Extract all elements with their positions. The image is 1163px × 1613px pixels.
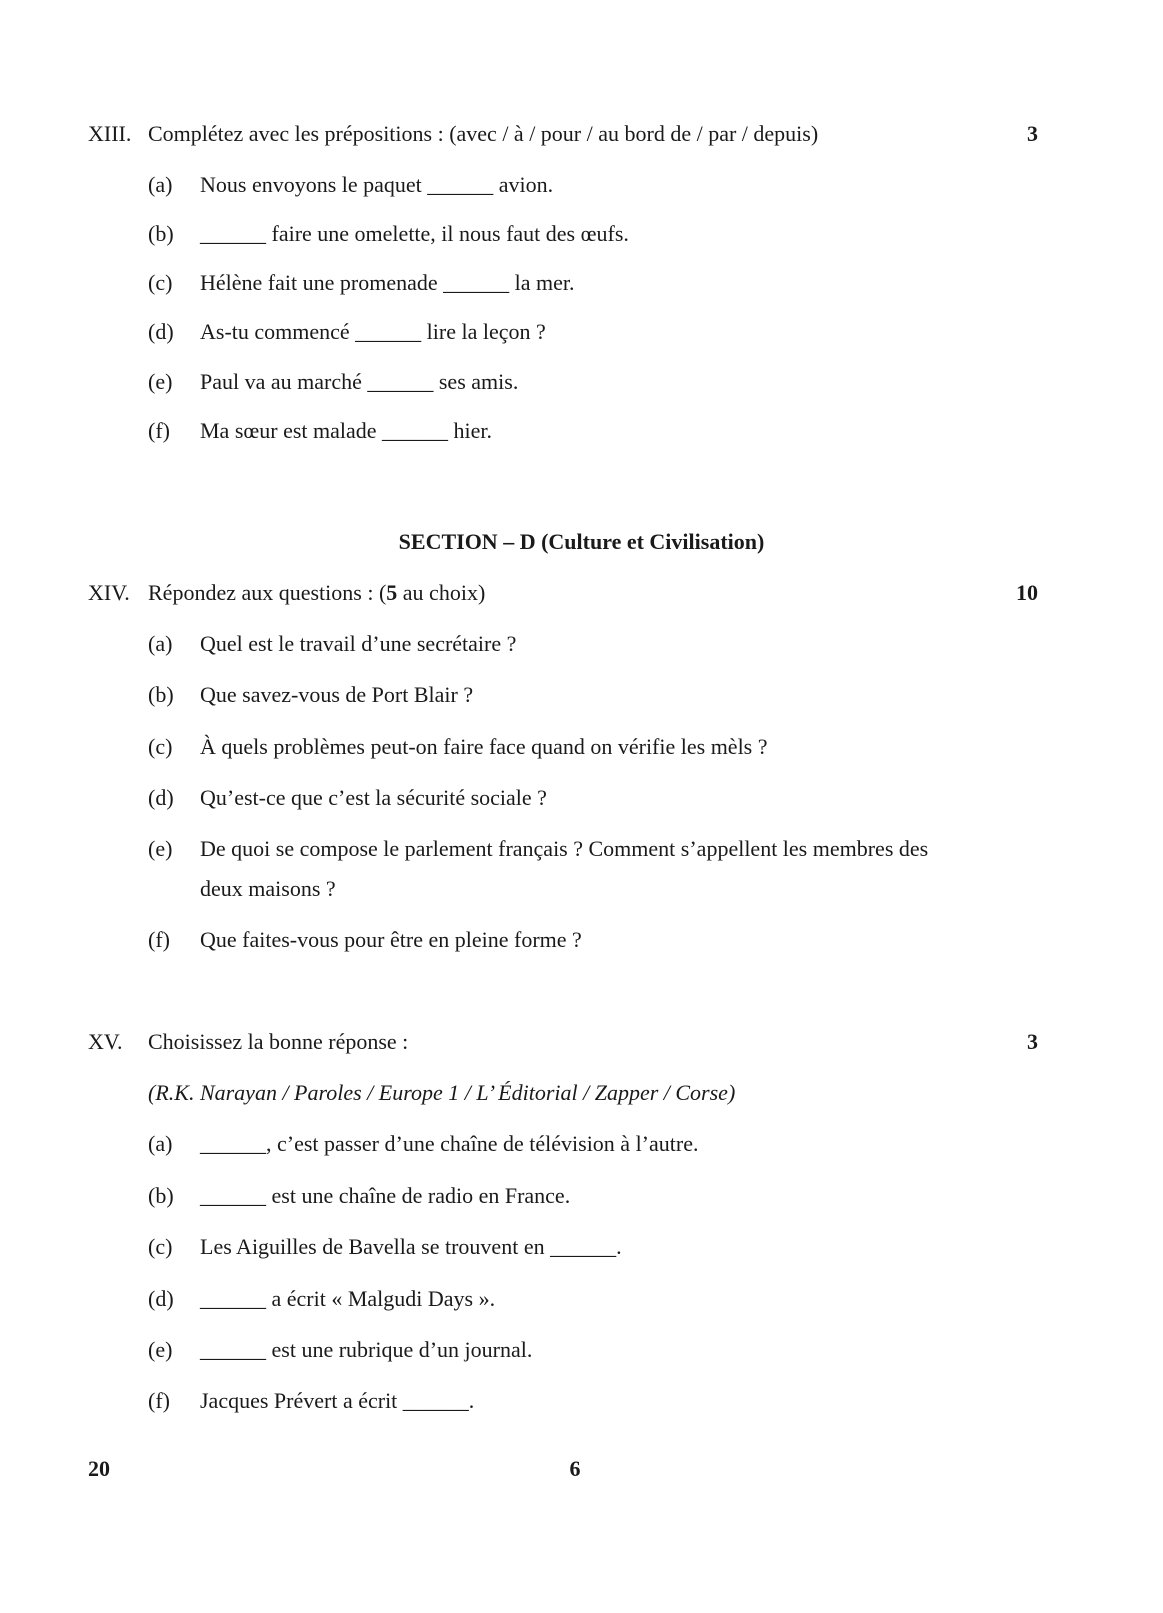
item-label: (d) (148, 1286, 174, 1311)
item-text: À quels problèmes peut-on faire face quand on vérifie les mèls ? (200, 734, 768, 759)
item-label: (a) (148, 172, 173, 197)
item-text: As-tu commencé ______ lire la leçon ? (200, 319, 546, 344)
item-label: (f) (148, 927, 170, 952)
paper-code: 20 (88, 1456, 110, 1481)
item-label: (f) (148, 1388, 170, 1413)
question-marks: 10 (1016, 580, 1038, 605)
item-text: Que faites-vous pour être en pleine forme ? (200, 927, 582, 952)
item-label: (c) (148, 270, 173, 295)
question-instruction: Complétez avec les prépositions : (avec / à / pour / au bord de / par / depuis) (148, 121, 819, 146)
question-number: XIII. (88, 121, 132, 146)
question-number: XIV. (88, 580, 130, 605)
item-text: ______ faire une omelette, il nous faut des œufs. (200, 221, 629, 246)
item-label: (a) (148, 631, 173, 656)
item-text: De quoi se compose le parlement français ? Comment s’appellent les membres des (200, 836, 929, 861)
question-marks: 3 (1027, 1029, 1038, 1054)
item-label: (e) (148, 369, 173, 394)
item-label: (c) (148, 1234, 173, 1259)
item-label: (d) (148, 319, 174, 344)
question-number: XV. (88, 1029, 123, 1054)
item-label: (a) (148, 1131, 173, 1156)
item-text: Hélène fait une promenade ______ la mer. (200, 270, 575, 295)
item-label: (f) (148, 418, 170, 443)
item-label: (d) (148, 785, 174, 810)
item-text: Ma sœur est malade ______ hier. (200, 418, 493, 443)
section-title: SECTION – D (Culture et Civilisation) (398, 529, 765, 554)
item-text: ______ est une rubrique d’un journal. (200, 1337, 533, 1362)
item-text: Nous envoyons le paquet ______ avion. (200, 172, 554, 197)
item-label: (e) (148, 836, 173, 861)
item-label: (e) (148, 1337, 173, 1362)
item-label: (c) (148, 734, 173, 759)
item-text-continuation: deux maisons ? (200, 876, 336, 901)
item-label: (b) (148, 682, 174, 707)
question-marks: 3 (1027, 121, 1038, 146)
item-label: (b) (148, 1183, 174, 1208)
item-text: Qu’est-ce que c’est la sécurité sociale ? (200, 785, 547, 810)
page-number: 6 (569, 1456, 581, 1481)
item-text: Les Aiguilles de Bavella se trouvent en ______. (200, 1234, 622, 1259)
question-instruction: Choisissez la bonne réponse : (148, 1029, 409, 1054)
item-text: ______ est une chaîne de radio en France. (200, 1183, 571, 1208)
answer-options: (R.K. Narayan / Paroles / Europe 1 / L’ Éditorial / Zapper / Corse) (148, 1080, 736, 1105)
item-text: Jacques Prévert a écrit ______. (200, 1388, 475, 1413)
item-text: Quel est le travail d’une secrétaire ? (200, 631, 517, 656)
item-text: ______ a écrit « Malgudi Days ». (200, 1286, 496, 1311)
item-label: (b) (148, 221, 174, 246)
question-instruction: Répondez aux questions : (5 au choix) (148, 580, 486, 605)
item-text: ______, c’est passer d’une chaîne de télévision à l’autre. (200, 1131, 699, 1156)
item-text: Que savez-vous de Port Blair ? (200, 682, 474, 707)
item-text: Paul va au marché ______ ses amis. (200, 369, 519, 394)
